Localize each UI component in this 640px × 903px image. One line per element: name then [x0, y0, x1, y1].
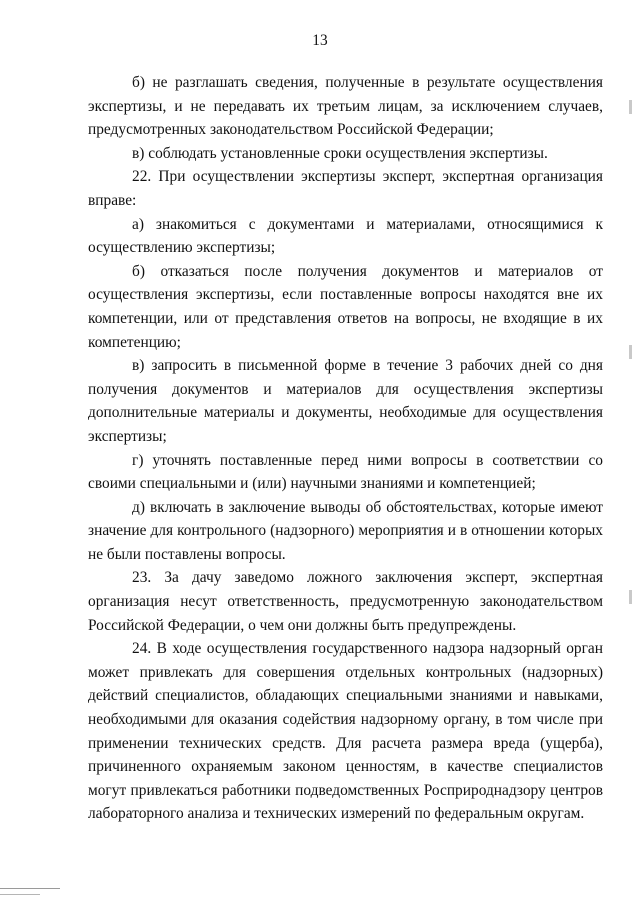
scan-margin-tick: [629, 345, 632, 359]
scan-edge-mark-secondary: [0, 894, 40, 895]
paragraph-b-confidentiality: б) не разглашать сведения, полученные в результате осуществления экспертизы, и не передавать их третьим лицам, за исключением случаев, предусмотренных законодательством Российской Федерации;: [88, 74, 603, 139]
paragraph-24-specialists: 24. В ходе осуществления государственного надзора надзорный орган может привлекать для совершения отдельных контрольных (надзорных) действий специалистов, обладающих специальными знаниями и навыками, необходимыми для оказания содействия надзорному органу, в том числе при применении технических средств. Для расчета размера вреда (ущерба), причиненного охраняемым законом ценностям, в качестве специалистов могут привлекаться работники подведомственных Росприроднадзору центров лабораторного анализа и технических измерений по федеральным округам.: [88, 640, 603, 823]
scan-margin-tick: [629, 100, 632, 114]
page-number: 13: [312, 32, 328, 49]
document-body: [88, 71, 603, 826]
paragraph-b-refuse: б) отказаться после получения документов и материалов от осуществления экспертизы, если поставленные вопросы находятся вне их компетенции, или от представления ответов на вопросы, не входящие в их компетенцию;: [88, 262, 603, 351]
paragraph-22-rights: 22. При осуществлении экспертизы эксперт, экспертная организация вправе:: [88, 168, 603, 209]
paragraph-a-review-documents: а) знакомиться с документами и материалами, относящимися к осуществлению экспертизы;: [88, 215, 603, 257]
paragraph-v-request-materials: в) запросить в письменной форме в течение 3 рабочих дней со дня получения документов и материалов для осуществления экспертизы дополнительные материалы и документы, необходимые для осуществления экспертизы;: [88, 357, 603, 445]
scan-margin-tick: [629, 590, 632, 604]
paragraph-23-liability: 23. За дачу заведомо ложного заключения эксперт, экспертная организация несут ответственность, предусмотренную законодательством Российской Федерации, о чем они должны быть предупреждены.: [88, 569, 603, 634]
paragraph-d-include-conclusions: д) включать в заключение выводы об обстоятельствах, которые имеют значение для контрольного (надзорного) мероприятия и в отношении которых не были поставлены вопросы.: [88, 498, 603, 563]
scan-edge-mark: [0, 888, 60, 889]
paragraph-g-clarify-questions: г) уточнять поставленные перед ними вопросы в соответствии со своими специальными и (или) научными знаниями и компетенцией;: [88, 451, 603, 493]
paragraph-v-deadlines: в) соблюдать установленные сроки осуществления экспертизы.: [132, 144, 548, 162]
